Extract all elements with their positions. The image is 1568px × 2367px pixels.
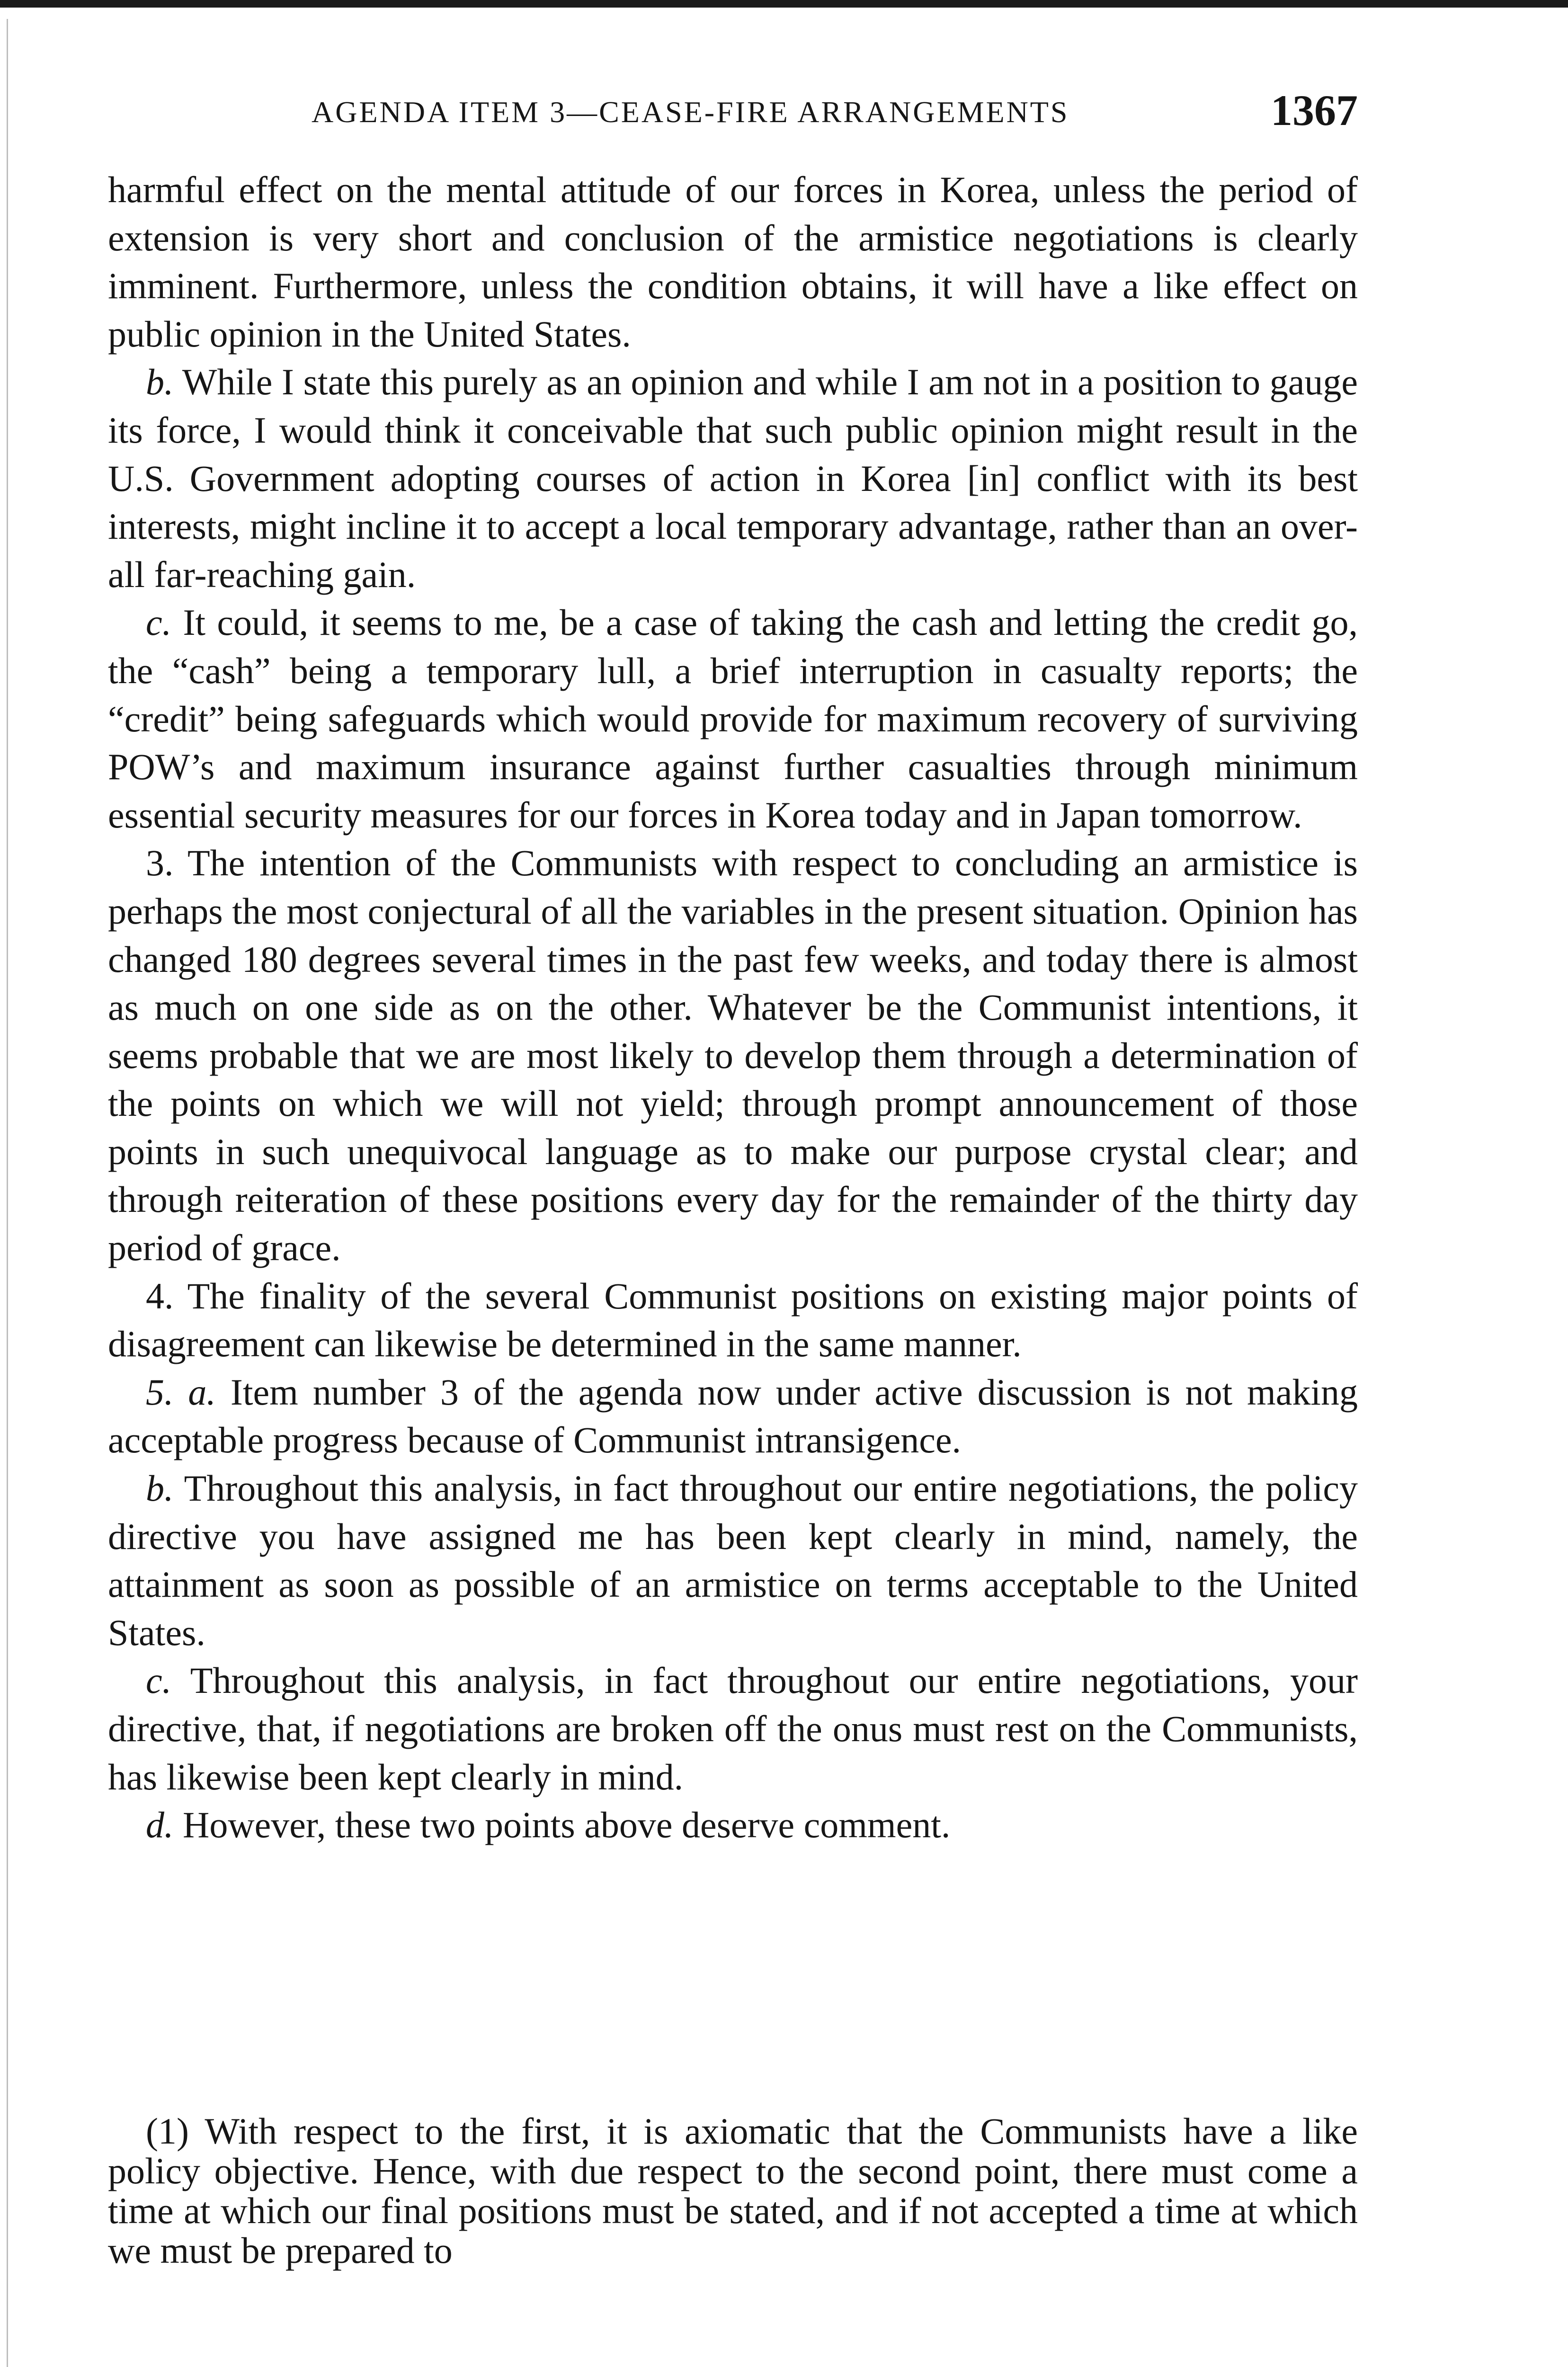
paragraph-5d	[108, 1801, 1358, 1849]
paragraph-label: d.	[146, 1804, 174, 1846]
paragraph-5a	[108, 1368, 1358, 1464]
paragraph-text: It could, it seems to me, be a case of taking the cash and letting the credit go, the “cash” being a temporary lull, a brief interruption in casualty reports; the “credit” being safeguards which would provide for maximum recovery of surviving POW’s and maximum insurance against further casualties through minimum essential security measures for our forces in Korea today and in Japan tomorrow.	[108, 602, 1358, 836]
top-border-rule	[0, 0, 1568, 8]
paragraph-text: Throughout this analysis, in fact throughout our entire negotiations, the policy directive you have assigned me has been kept clearly in mind, namely, the attainment as soon as possible of an armistice on terms acceptable to the United States.	[108, 1468, 1358, 1653]
page-number: 1367	[1271, 86, 1358, 134]
page-header	[108, 85, 1358, 142]
sub-paragraph-1	[108, 2111, 1358, 2270]
paragraph-2b	[108, 358, 1358, 598]
paragraph-label: b.	[146, 1468, 174, 1509]
paragraph-2c	[108, 598, 1358, 839]
paragraph-text: Item number 3 of the agenda now under active discussion is not making acceptable progress because of Communist intransigence.	[108, 1371, 1358, 1461]
paragraph-5c	[108, 1656, 1358, 1801]
paragraph-continued	[108, 166, 1358, 358]
running-head: AGENDA ITEM 3—CEASE-FIRE ARRANGEMENTS	[312, 95, 1069, 129]
paragraph-label: c.	[146, 602, 172, 643]
paragraph-text: harmful effect on the mental attitude of our forces in Korea, unless the period of extension is very short and conclusion of the armistice negotiations is clearly imminent. Furthermore, unless the condition obtains, it will have a like effect on public opinion in the United States.	[108, 169, 1358, 355]
paragraph-text: 3. The intention of the Communists with respect to concluding an armistice is perhaps the most conjectural of all the variables in the present situation. Opinion has changed 180 degrees several times in the past few weeks, and today there is almost as much on one side as on the other. Whatever be the Communist intentions, it seems probable that we are most likely to develop them through a determination of the points on which we will not yield; through prompt announcement of those points in such unequivocal language as to make our purpose crystal clear; and through reiteration of these positions every day for the remainder of the thirty day period of grace.	[108, 842, 1358, 1269]
body-text	[108, 166, 1358, 1849]
paragraph-text: 4. The finality of the several Communist positions on existing major points of disagreement can likewise be determined in the same manner.	[108, 1275, 1358, 1365]
paragraph-5b	[108, 1464, 1358, 1656]
paragraph-text: Throughout this analysis, in fact throughout our entire negotiations, your directive, that, if negotiations are broken off the onus must rest on the Communists, has likewise been kept clearly in mind.	[108, 1660, 1358, 1797]
paragraph-label: c.	[146, 1660, 172, 1701]
paragraph-text: However, these two points above deserve comment.	[183, 1804, 951, 1846]
paragraph-text: (1) With respect to the first, it is axiomatic that the Communists have a like policy objective. Hence, with due respect to the second point, there must come a time at which our final positions must be stated, and if not accepted a time at which we must be prepared to	[108, 2110, 1358, 2271]
paragraph-label: 5. a.	[146, 1371, 216, 1413]
page-left-edge	[7, 19, 8, 2367]
paragraph-4	[108, 1272, 1358, 1368]
paragraph-text: While I state this purely as an opinion and while I am not in a position to gauge its force, I would think it conceivable that such public opinion might result in the U.S. Government adopting courses of action in Korea [in] conflict with its best interests, might incline it to accept a local temporary advantage, rather than an over-all far-reaching gain.	[108, 361, 1358, 595]
paragraph-label: b.	[146, 361, 174, 403]
paragraph-3	[108, 839, 1358, 1272]
